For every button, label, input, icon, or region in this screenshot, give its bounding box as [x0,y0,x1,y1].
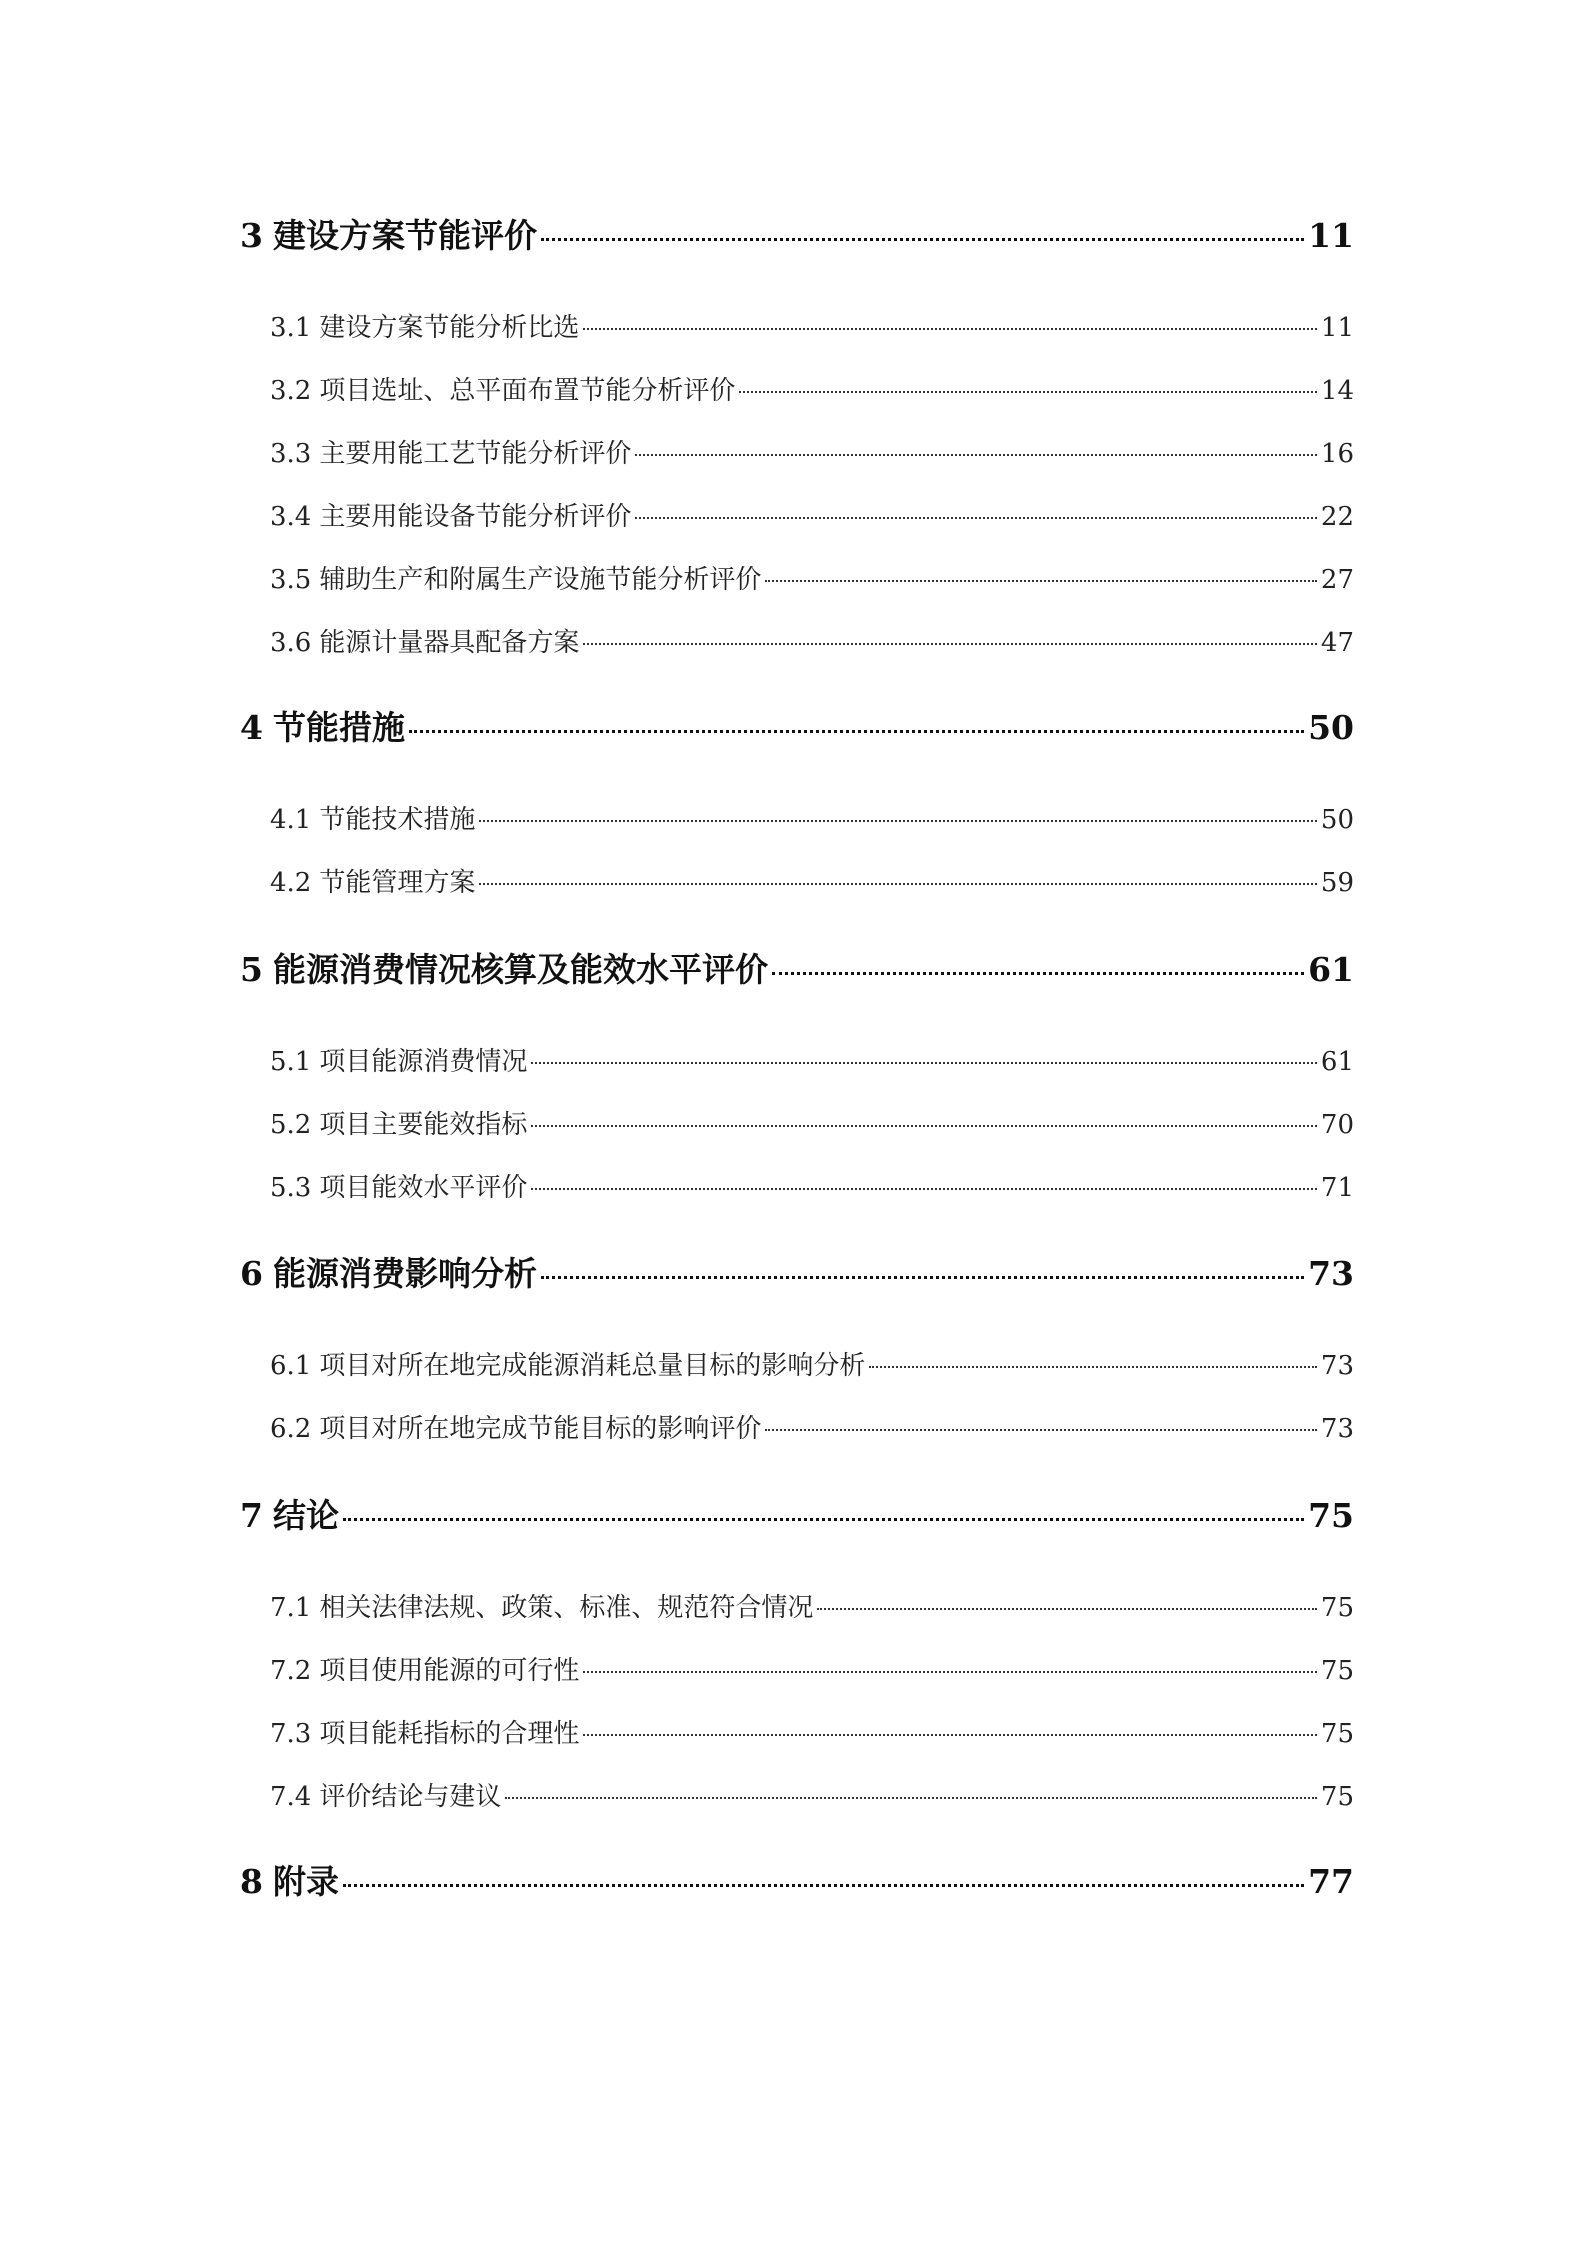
dot-leader [772,972,1304,975]
toc-number: 5 [240,950,263,989]
toc-entry-7-4[interactable] [240,1776,1354,1813]
toc-number: 3.1 [270,313,312,343]
toc-page: 75 [1320,1656,1354,1686]
dot-leader [409,730,1304,733]
dot-leader [583,328,1317,330]
toc-title: 项目使用能源的可行性 [319,1656,580,1686]
toc-entry-6-1[interactable] [240,1345,1354,1382]
toc-entry-5-1[interactable] [240,1041,1354,1078]
toc-page: 11 [1308,216,1354,255]
toc-number: 8 [240,1862,263,1901]
dot-leader [635,517,1317,519]
toc-page: 22 [1320,502,1354,532]
toc-entry-5-2[interactable] [240,1104,1354,1141]
toc-number: 3.4 [270,502,312,532]
dot-leader [343,1884,1304,1887]
toc-title: 主要用能设备节能分析评价 [319,502,632,532]
toc-entry-5-3[interactable] [240,1167,1354,1204]
dot-leader [531,1188,1317,1190]
toc-number: 5.3 [270,1173,312,1203]
toc-number: 3 [240,216,263,255]
toc-title: 附录 [272,1862,339,1901]
toc-number: 3.3 [270,439,312,469]
toc-entry-3-5[interactable] [240,559,1354,596]
dot-leader [531,1125,1317,1127]
dot-leader [635,454,1317,456]
toc-entry-3-3[interactable] [240,433,1354,470]
toc-entry-7[interactable] [240,1490,1354,1537]
toc-title: 项目主要能效指标 [319,1110,528,1140]
toc-number: 7 [240,1496,263,1535]
toc-page: 73 [1308,1254,1354,1293]
toc-title: 节能技术措施 [319,805,476,835]
toc-page: 75 [1320,1719,1354,1749]
toc-page: 11 [1320,313,1354,343]
toc-title: 评价结论与建议 [319,1782,502,1812]
toc-title: 结论 [272,1496,339,1535]
toc-page: 75 [1308,1496,1354,1535]
toc-entry-8[interactable] [240,1856,1354,1903]
toc-number: 3.6 [270,628,312,658]
dot-leader [765,580,1317,582]
toc-page: 77 [1308,1862,1354,1901]
toc-entry-3[interactable] [240,210,1354,257]
dot-leader [765,1429,1317,1431]
dot-leader [541,1276,1304,1279]
toc-number: 4 [240,708,263,747]
dot-leader [583,1671,1317,1673]
toc-entry-4-2[interactable] [240,862,1354,899]
toc-number: 7.1 [270,1593,312,1623]
toc-title: 辅助生产和附属生产设施节能分析评价 [319,565,762,595]
toc-entry-3-2[interactable] [240,370,1354,407]
toc-number: 7.4 [270,1782,312,1812]
dot-leader [479,883,1317,885]
toc-title: 能源计量器具配备方案 [319,628,580,658]
toc-page: 73 [1320,1351,1354,1381]
toc-title: 相关法律法规、政策、标准、规范符合情况 [319,1593,814,1623]
toc-entry-7-2[interactable] [240,1650,1354,1687]
dot-leader [817,1608,1317,1610]
toc-page: 71 [1320,1173,1354,1203]
toc-page: 61 [1320,1047,1354,1077]
toc-page: 70 [1320,1110,1354,1140]
dot-leader [505,1797,1317,1799]
toc-title: 主要用能工艺节能分析评价 [319,439,632,469]
toc-page: 50 [1308,708,1354,747]
toc-number: 6 [240,1254,263,1293]
toc-number: 6.2 [270,1414,312,1444]
toc-entry-5[interactable] [240,944,1354,991]
toc-page: 27 [1320,565,1354,595]
toc-entry-7-1[interactable] [240,1587,1354,1624]
toc-number: 5.1 [270,1047,312,1077]
toc-page: 61 [1308,950,1354,989]
toc-number: 3.2 [270,376,312,406]
dot-leader [541,238,1304,241]
dot-leader [479,820,1317,822]
toc-number: 5.2 [270,1110,312,1140]
toc-page: 73 [1320,1414,1354,1444]
toc-title: 节能管理方案 [319,868,476,898]
toc-title: 建设方案节能评价 [272,216,537,255]
toc-title: 项目能源消费情况 [319,1047,528,1077]
toc-page: 16 [1320,439,1354,469]
dot-leader [583,643,1317,645]
toc-page: 75 [1320,1782,1354,1812]
toc-title: 项目对所在地完成节能目标的影响评价 [319,1414,762,1444]
toc-number: 7.3 [270,1719,312,1749]
toc-title: 项目能效水平评价 [319,1173,528,1203]
toc-title: 能源消费情况核算及能效水平评价 [272,950,768,989]
toc-entry-4[interactable] [240,702,1354,749]
toc-number: 6.1 [270,1351,312,1381]
toc-page: 50 [1320,805,1354,835]
toc-entry-3-4[interactable] [240,496,1354,533]
toc-page: 47 [1320,628,1354,658]
toc-entry-7-3[interactable] [240,1713,1354,1750]
toc-number: 4.1 [270,805,312,835]
dot-leader [583,1734,1317,1736]
toc-page: 75 [1320,1593,1354,1623]
toc-title: 建设方案节能分析比选 [319,313,580,343]
toc-entry-6-2[interactable] [240,1408,1354,1445]
dot-leader [869,1366,1317,1368]
toc-number: 7.2 [270,1656,312,1686]
toc-entry-6[interactable] [240,1248,1354,1295]
toc-title: 项目对所在地完成能源消耗总量目标的影响分析 [319,1351,866,1381]
toc-entry-3-6[interactable] [240,622,1354,659]
toc-title: 项目能耗指标的合理性 [319,1719,580,1749]
dot-leader [739,391,1317,393]
toc-entry-3-1[interactable] [240,307,1354,344]
dot-leader [343,1518,1304,1521]
toc-title: 能源消费影响分析 [272,1254,537,1293]
toc-number: 4.2 [270,868,312,898]
toc-entry-4-1[interactable] [240,799,1354,836]
toc-page: 14 [1320,376,1354,406]
dot-leader [531,1062,1317,1064]
toc-number: 3.5 [270,565,312,595]
toc-title: 项目选址、总平面布置节能分析评价 [319,376,736,406]
toc-page: 59 [1320,868,1354,898]
toc-title: 节能措施 [272,708,405,747]
table-of-contents [240,0,1354,2245]
